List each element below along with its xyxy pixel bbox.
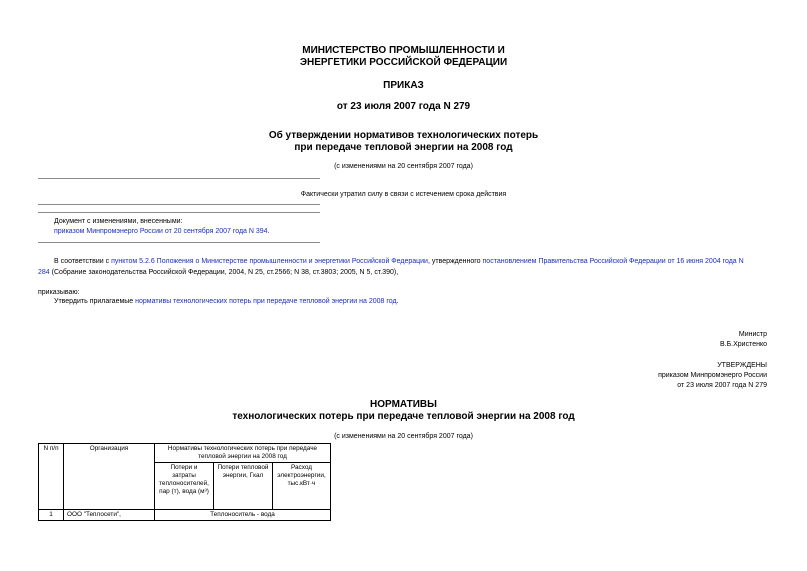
document-type: ПРИКАЗ: [383, 80, 424, 91]
row-num: 1: [39, 510, 64, 521]
divider: [38, 212, 320, 213]
approved-stamp-line1: УТВЕРЖДЕНЫ: [717, 362, 767, 369]
regulation-link[interactable]: пунктом 5.2.6 Положения о Министерстве промышленности и энергетики Российской Федерации: [111, 258, 428, 265]
amendments-label: Документ с изменениями, внесенными:: [54, 218, 183, 225]
normativy-table: [38, 443, 331, 521]
government-decree-link-number[interactable]: 284: [38, 269, 50, 276]
preamble-text: (Собрание законодательства Российской Федерации, 2004, N 25, ст.2566; N 38, ст.3803; 2005, N 5, ст.390),: [49, 269, 399, 276]
approve-text: Утвердить прилагаемые: [54, 298, 136, 305]
header-heat-losses: Потери тепловой энергии, Гкал: [214, 463, 273, 510]
order-word: приказываю:: [38, 289, 80, 296]
preamble-text: , утвержденного: [427, 258, 483, 265]
approve-suffix: .: [396, 298, 399, 305]
approved-stamp-line2: приказом Минпромэнерго России: [658, 372, 767, 379]
normativy-link[interactable]: нормативы технологических потерь при передаче тепловой энергии на 2008 год: [135, 298, 397, 305]
approved-stamp-line3: от 23 июля 2007 года N 279: [677, 382, 767, 389]
approve-paragraph: [54, 298, 399, 305]
signature-position: Министр: [738, 331, 767, 338]
normativy-subtitle: технологических потерь при передаче тепловой энергии на 2008 год: [232, 411, 575, 422]
normativy-changes-note: (с изменениями на 20 сентября 2007 года): [334, 433, 473, 440]
normativy-title: НОРМАТИВЫ: [370, 399, 437, 410]
preamble-paragraph: [38, 256, 773, 278]
ministry-name-line2: ЭНЕРГЕТИКИ РОССИЙСКОЙ ФЕДЕРАЦИИ: [299, 57, 508, 68]
divider: [38, 242, 320, 243]
signature-name: В.Б.Христенко: [719, 341, 767, 348]
header-organization: Организация: [64, 444, 155, 510]
document-date-number: от 23 июля 2007 года N 279: [336, 101, 471, 112]
document-title-line1: Об утверждении нормативов технологических потерь: [268, 130, 539, 141]
status-note: Фактически утратил силу в связи с истечением срока действия: [300, 191, 507, 198]
row-section-label: Теплоноситель - вода: [155, 510, 331, 521]
row-organization: ООО "Теплосети",: [64, 510, 155, 521]
header-normativy-group: Нормативы технологических потерь при передаче тепловой энергии на 2008 год: [155, 444, 331, 463]
divider: [38, 178, 320, 179]
changes-note: (с изменениями на 20 сентября 2007 года): [334, 163, 473, 170]
amendments-ref: [54, 228, 270, 235]
table-row: [39, 510, 331, 521]
header-losses: Потери и затраты теплоносителей, пар (т), вода (м³): [155, 463, 214, 510]
ministry-name-line1: МИНИСТЕРСТВО ПРОМЫШЛЕННОСТИ И: [302, 45, 505, 56]
header-num: N п/п: [39, 444, 64, 510]
table-header-row: [39, 444, 331, 463]
preamble-text: В соответствии с: [54, 258, 112, 265]
header-power-consumption: Расход электроэнергии, тыс.кВт·ч: [273, 463, 331, 510]
divider: [38, 204, 320, 205]
amendment-order-link[interactable]: приказом Минпромэнерго России от 20 сентября 2007 года N 394: [54, 228, 268, 235]
document-title-line2: при передаче тепловой энергии на 2008 год: [294, 142, 513, 153]
amendment-link-suffix: .: [267, 228, 270, 235]
government-decree-link[interactable]: постановлением Правительства Российской Федерации от 16 июня 2004 года N: [482, 258, 744, 265]
